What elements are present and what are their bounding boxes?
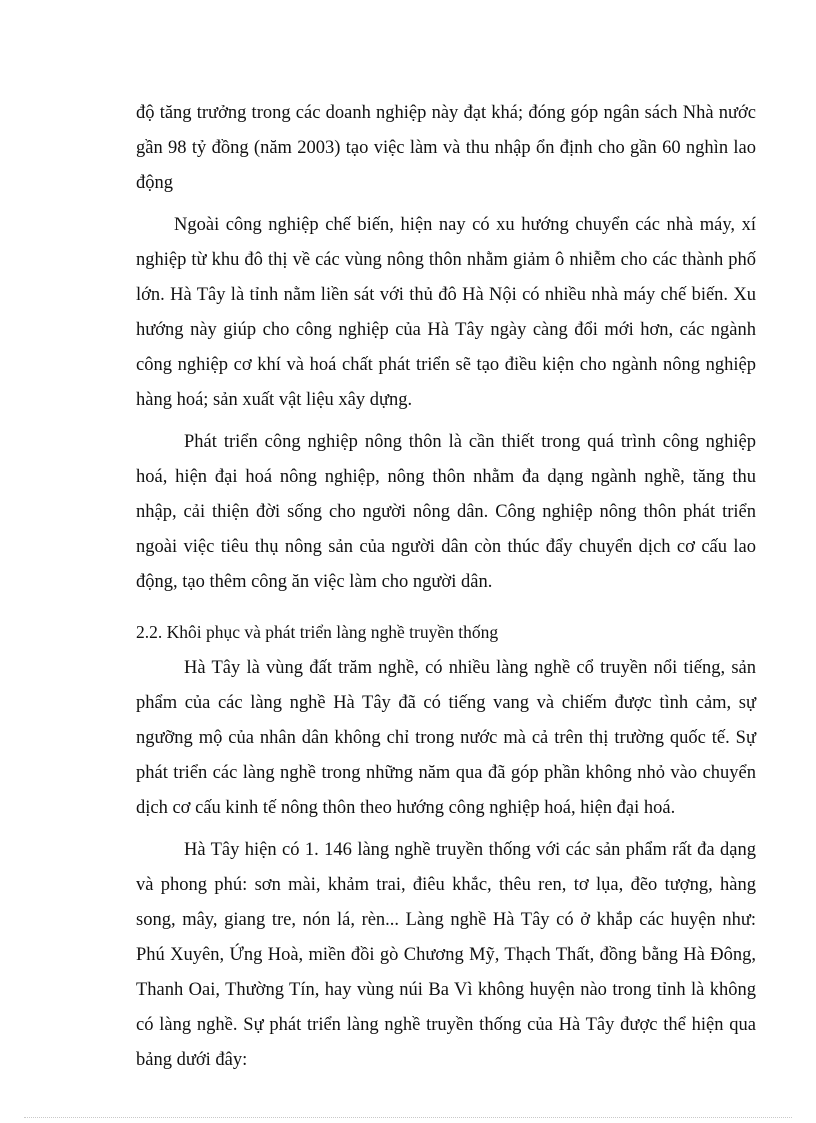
paragraph-craft-village-count: Hà Tây hiện có 1. 146 làng nghề truyền thống với các sản phẩm rất đa dạng và phong phú: sơn mài, khảm trai, điêu khắc, thêu ren, tơ lụa, đẽo tượng, hàng song, mây, giang tre, nón lá, rèn... Làng nghề Hà Tây có ở khắp các huyện như: Phú Xuyên, Ứng Hoà, miền đồi gò Chương Mỹ, Thạch Thất, đồng bằng Hà Đông, Thanh Oai, Thường Tín, hay vùng núi Ba Vì không huyện nào trong tỉnh là không có làng nghề. Sự phát triển làng nghề truyền thống của Hà Tây được thể hiện qua bảng dưới đây:	[136, 840, 756, 1070]
paragraph-rural-industry: Phát triển công nghiệp nông thôn là cần thiết trong quá trình công nghiệp hoá, hiện đại hoá nông nghiệp, nông thôn nhằm đa dạng ngành nghề, tăng thu nhập, cải thiện đời sống cho người nông dân. Công nghiệp nông thôn phát triển ngoài việc tiêu thụ nông sản của người dân còn thúc đẩy chuyển dịch cơ cấu lao động, tạo thêm công ăn việc làm cho người dân.	[136, 432, 756, 592]
paragraph-craft-villages: Hà Tây là vùng đất trăm nghề, có nhiều làng nghề cổ truyền nổi tiếng, sản phẩm của các làng nghề Hà Tây đã có tiếng vang và chiếm được tình cảm, sự ngưỡng mộ của nhân dân không chỉ trong nước mà cả trên thị trường quốc tế. Sự phát triển các làng nghề trong những năm qua đã góp phần không nhỏ vào chuyển dịch cơ cấu kinh tế nông thôn theo hướng công nghiệp hoá, hiện đại hoá.	[136, 658, 756, 818]
section-heading: 2.2. Khôi phục và phát triển làng nghề truyền thống	[136, 622, 499, 642]
paragraph-industry-relocation: Ngoài công nghiệp chế biến, hiện nay có xu hướng chuyển các nhà máy, xí nghiệp từ khu đô thị về các vùng nông thôn nhằm giảm ô nhiễm cho các thành phố lớn. Hà Tây là tỉnh nằm liền sát với thủ đô Hà Nội có nhiều nhà máy chế biến. Xu hướng này giúp cho công nghiệp của Hà Tây ngày càng đổi mới hơn, các ngành công nghiệp cơ khí và hoá chất phát triển sẽ tạo điều kiện cho ngành nông nghiệp hàng hoá; sản xuất vật liệu xây dựng.	[136, 215, 756, 410]
document-body	[136, 96, 756, 1078]
paragraph-growth-continuation: độ tăng trưởng trong các doanh nghiệp này đạt khá; đóng góp ngân sách Nhà nước gần 98 tỷ đồng (năm 2003) tạo việc làm và thu nhập ổn định cho gần 60 nghìn lao động	[136, 103, 756, 193]
page-bottom-divider	[24, 1117, 792, 1118]
